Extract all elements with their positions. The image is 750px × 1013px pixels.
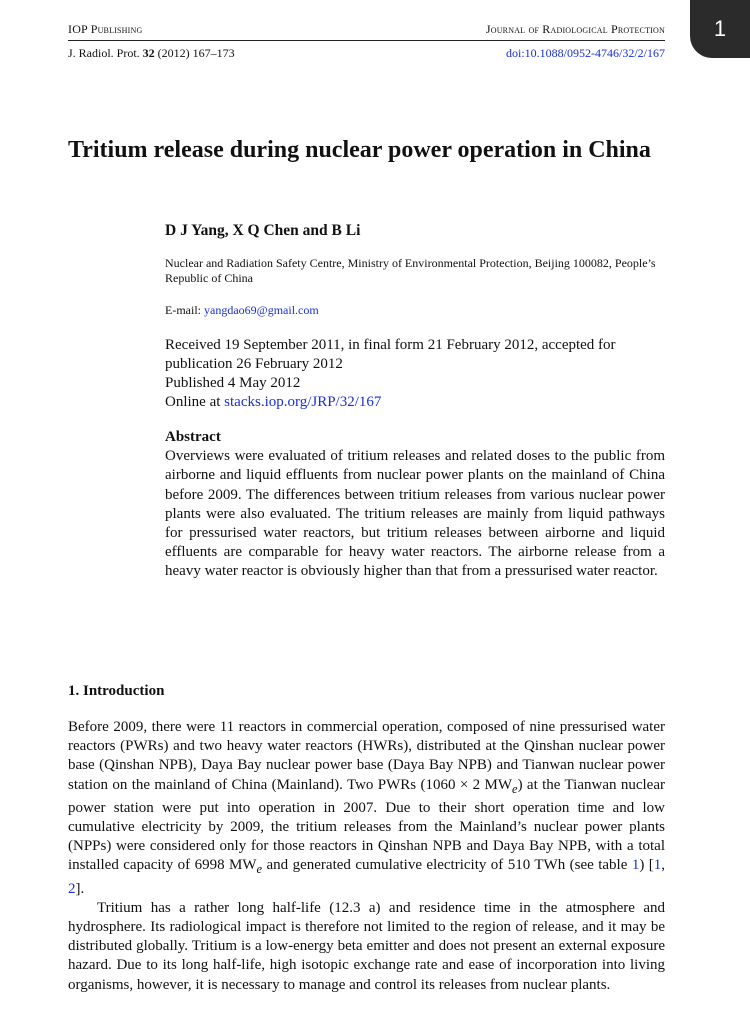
- paragraph-text: ) [: [639, 857, 654, 874]
- section-heading-introduction: 1. Introduction: [68, 683, 165, 699]
- online-label: Online at: [165, 394, 221, 410]
- subscript-e: e: [512, 781, 518, 796]
- paragraph: Tritium has a rather long half-life (12.3 a) and residence time in the atmosphere and hydrosphere. Its radiological impact is therefore not limited to the region of release, and it may be distributed globally. Tritium is a low-energy beta emitter and does not present an external exposure hazard. Due to its long half-life, high isotopic exchange rate and ease of incorporation into living organisms, however, it is necessary to manage and control its releases from nuclear plants.: [68, 899, 665, 993]
- introduction-body: [68, 718, 665, 995]
- abstract: [165, 428, 665, 582]
- paper-title: Tritium release during nuclear power operation in China: [68, 137, 651, 163]
- online-link[interactable]: stacks.iop.org/JRP/32/167: [224, 394, 382, 410]
- citation-pages: (2012) 167–173: [157, 46, 235, 60]
- paragraph: [68, 718, 665, 899]
- publication-dates: [165, 336, 665, 412]
- citation-link[interactable]: 2: [68, 880, 76, 897]
- paragraph-text: ].: [75, 880, 85, 897]
- citation-line: [68, 46, 665, 61]
- citation-link[interactable]: 1: [653, 857, 662, 874]
- journal-name: Journal of Radiological Protection: [485, 22, 665, 36]
- citation-prefix: J. Radiol. Prot.: [68, 46, 140, 60]
- author-list: D J Yang, X Q Chen and B Li: [165, 222, 361, 239]
- received-date: Received 19 September 2011, in final form 21 February 2012, accepted for publication 26 February 2012: [165, 337, 616, 372]
- email-line: [165, 303, 319, 318]
- abstract-text: Overviews were evaluated of tritium releases and related doses to the public from airborne and liquid effluents from nuclear power plants on the mainland of China before 2009. The differences between tritium releases from various nuclear power plants were also evaluated. The tritium releases are mainly from liquid pathways for pressurised water reactors, but tritium releases between airborne and liquid effluents are comparable for heavy water reactors. The airborne release from a heavy water reactor is obviously higher than that from a pressurised water reactor.: [165, 448, 665, 580]
- online-line: [165, 393, 665, 412]
- table-reference-link[interactable]: 1: [631, 857, 640, 874]
- subscript-e: e: [256, 862, 263, 877]
- running-header: [68, 22, 665, 41]
- doi-link[interactable]: doi:10.1088/0952-4746/32/2/167: [506, 46, 665, 60]
- paragraph-text: and generated cumulative electricity of 510 TWh (see table: [262, 857, 632, 874]
- email-link[interactable]: yangdao69@gmail.com: [204, 303, 319, 317]
- citation-volume: 32: [142, 46, 155, 60]
- paragraph-text: Before 2009, there were 11 reactors in commercial operation, composed of nine pressurised water reactors (PWRs) and two heavy water reactors (HWRs), distributed at the Qinshan nuclear power base (Qinshan NPB), Daya Bay nuclear power base (Daya Bay NPB) and Tianwan nuclear power station on the mainland of China (Mainland). Two PWRs (1060 × 2 MW: [68, 719, 665, 793]
- citation: [68, 46, 235, 61]
- email-label: E-mail:: [165, 303, 201, 317]
- paragraph-text: ) at the Tianwan nuclear power station were put into operation in 2007. Due to their short operation time and low cumulative electricity by 2009, the tritium releases from the Mainland’s nuclear power plants (NPPs) were considered only for those reactors in Qinshan NPB and Daya Bay NPB, with a total installed capacity of 6998 MW: [68, 776, 665, 874]
- affiliation: Nuclear and Radiation Safety Centre, Ministry of Environmental Protection, Beijing 100082, People’s Republic of China: [165, 256, 656, 285]
- citation-separator: ,: [661, 857, 665, 874]
- publisher-name: IOP Publishing: [68, 22, 143, 36]
- page-number-tab: 1: [690, 0, 750, 58]
- abstract-heading: Abstract: [165, 429, 221, 445]
- published-date: Published 4 May 2012: [165, 375, 301, 391]
